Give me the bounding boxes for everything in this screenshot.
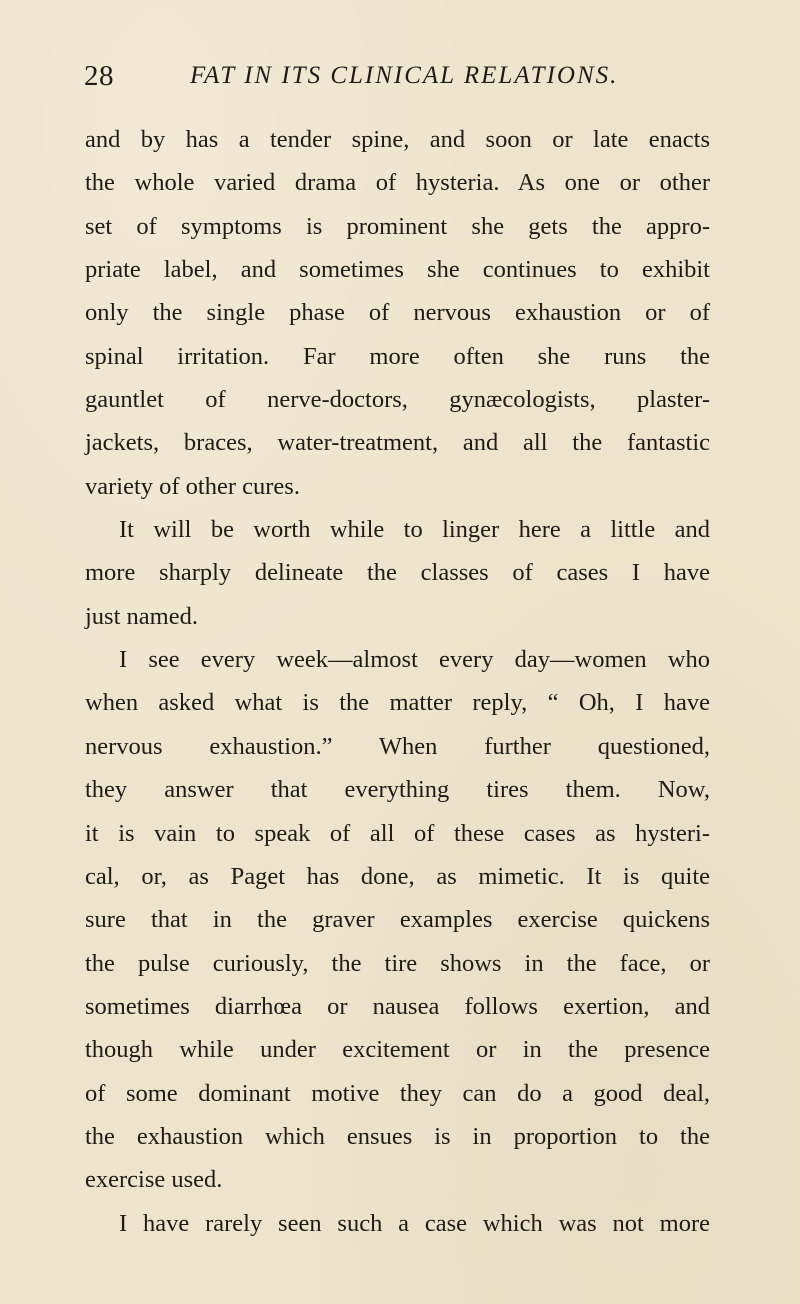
paragraph-start-line: I have rarely seen such a case which was not more xyxy=(119,1209,710,1237)
text-line: though while under excitement or in the presence xyxy=(85,1036,710,1064)
text-line: set of symptoms is prominent she gets the appro- xyxy=(85,212,710,240)
body-text xyxy=(85,118,710,1245)
text-line: only the single phase of nervous exhaustion or of xyxy=(85,299,710,327)
text-line: and by has a tender spine, and soon or late enacts xyxy=(85,126,710,153)
text-line: the whole varied drama of hysteria. As one or other xyxy=(85,169,710,197)
text-line: cal, or, as Paget has done, as mimetic. It is quite xyxy=(85,862,710,890)
text-line: they answer that everything tires them. Now, xyxy=(85,776,710,804)
text-line: it is vain to speak of all of these cases as hysteri- xyxy=(85,819,710,847)
text-line: jackets, braces, water-treatment, and all the fantastic xyxy=(85,429,710,457)
running-title: FAT IN ITS CLINICAL RELATIONS. xyxy=(190,62,619,89)
text-line: more sharply delineate the classes of cases I have xyxy=(85,559,710,587)
text-line: sure that in the graver examples exercise quickens xyxy=(85,906,710,934)
text-line: sometimes diarrhœa or nausea follows exertion, and xyxy=(85,992,710,1020)
text-line: of some dominant motive they can do a good deal, xyxy=(85,1079,710,1107)
running-head xyxy=(84,56,658,96)
text-line: gauntlet of nerve-doctors, gynæcologists, plaster- xyxy=(85,386,710,414)
text-line: priate label, and sometimes she continues to exhibit xyxy=(85,256,710,284)
text-line: when asked what is the matter reply, “ Oh, I have xyxy=(85,689,710,717)
page-number: 28 xyxy=(84,60,114,92)
text-line: the exhaustion which ensues is in proportion to the xyxy=(85,1122,710,1150)
text-line: nervous exhaustion.” When further questioned, xyxy=(85,732,710,760)
text-line: just named. xyxy=(85,602,198,630)
paragraph-start-line: I see every week—almost every day—women who xyxy=(119,646,710,674)
text-line: exercise used. xyxy=(85,1166,223,1194)
text-line: spinal irritation. Far more often she runs the xyxy=(85,342,710,370)
paragraph-start-line: It will be worth while to linger here a little and xyxy=(119,516,710,544)
text-line: the pulse curiously, the tire shows in the face, or xyxy=(85,949,710,977)
text-line: variety of other cures. xyxy=(85,472,300,500)
